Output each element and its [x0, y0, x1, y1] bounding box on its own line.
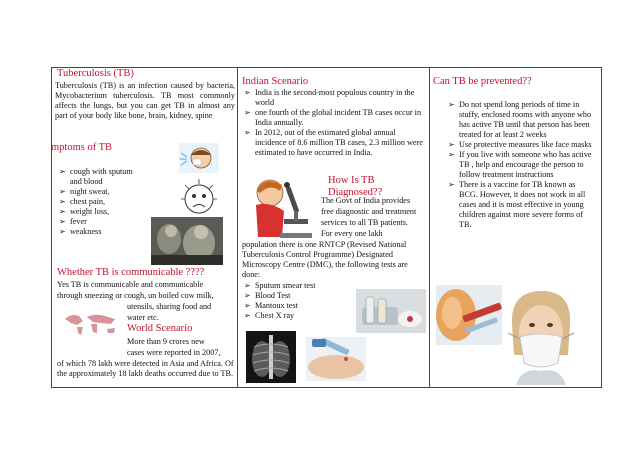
- tb-title: Tuberculosis (TB): [57, 68, 134, 79]
- list-item: ➢ If you live with someone who has active TB , help and encourage the person to follow treatment instructions: [448, 150, 592, 179]
- list-item: ➢ Sputum smear test: [244, 281, 316, 290]
- list-item: ➢ Do not spend long periods of time in stuffy, enclosed rooms with anyone who has active TB until that person has been treated for at least 2 weeks: [448, 100, 592, 139]
- list-item: ➢ night sweat,: [59, 187, 110, 196]
- indian-scenario-title: Indian Scenario: [242, 76, 309, 87]
- world-line-2: cases were reported in 2007,: [127, 348, 221, 357]
- list-item: ➢ Use protective measures like face masks: [448, 140, 592, 149]
- list-item: ➢ weight loss,: [59, 207, 110, 216]
- list-item: ➢ Blood Test: [244, 291, 291, 300]
- india-points-list: [242, 88, 426, 158]
- world-tail: of which 78 lakh were detected in Asia and Africa. Of the approximately 18 lakh deaths occurred due to TB.: [57, 359, 234, 378]
- tb-diagnosed-heading: How Is TB Diagnosed??: [328, 175, 383, 198]
- govt-line-4: For every one lakh: [321, 229, 383, 238]
- list-item: ➢ Mantoux test: [244, 301, 298, 310]
- arrow-bullet-icon: ➢: [59, 207, 66, 216]
- communicable-line-4: water etc.: [127, 313, 159, 322]
- list-item: and blood: [70, 177, 103, 186]
- arrow-bullet-icon: ➢: [244, 291, 251, 300]
- sputum-sample-photo: [356, 289, 426, 333]
- symptoms-heading: mptoms of TB: [51, 142, 113, 153]
- arrow-bullet-icon: ➢: [448, 150, 455, 159]
- arrow-bullet-icon: ➢: [244, 281, 251, 290]
- govt-line-3: services to all TB patients.: [321, 218, 408, 227]
- world-map-image: [63, 311, 119, 337]
- govt-tail: population there is one RNTCP (Revised National Tuberculosis Control Programme) Designated Microscopy Centre (DMC), the following tests are done:: [242, 240, 408, 279]
- list-item: ➢ one fourth of the global incident TB cases occur in India annually.: [244, 108, 422, 127]
- arrow-bullet-icon: ➢: [244, 311, 251, 320]
- list-item: ➢ India is the second-most populous country in the world: [244, 88, 415, 107]
- communicable-line-3: utensils, sharing food and: [127, 302, 212, 311]
- arrow-bullet-icon: ➢: [59, 197, 66, 206]
- mantoux-injection-photo: [306, 337, 366, 381]
- tests-list: [242, 281, 352, 321]
- face-mask-woman-photo: [502, 285, 580, 385]
- arrow-bullet-icon: ➢: [448, 140, 455, 149]
- list-item: ➢ There is a vaccine for TB known as BCG. However, it does not work in all cases and it is most effective in young children against more severe forms of TB.: [448, 180, 586, 229]
- column-indian-scenario: [238, 67, 430, 388]
- arrow-bullet-icon: ➢: [244, 88, 251, 97]
- tb-intro: Tuberculosis (TB) is an infection caused by bacteria, Mycobacterium tuberculosis. TB most commonly affects the lungs, but you can get TB in almost any part of your body like bone, brain, kidney, spine: [55, 81, 235, 120]
- list-item: ➢ cough with sputum: [59, 167, 133, 176]
- arrow-bullet-icon: ➢: [59, 227, 66, 236]
- vaccine-syringe-photo: [436, 285, 502, 345]
- arrow-bullet-icon: ➢: [59, 217, 66, 226]
- world-scenario-heading: World Scenario: [127, 323, 193, 334]
- communicable-heading: Whether TB is communicable ????: [57, 267, 205, 278]
- column-prevention: [430, 67, 602, 388]
- prevention-points-list: [446, 100, 596, 230]
- arrow-bullet-icon: ➢: [244, 128, 251, 137]
- communicable-line-1: Yes TB is communicable and communicable: [57, 280, 204, 289]
- arrow-bullet-icon: ➢: [244, 108, 251, 117]
- sick-face-sketch-image: [177, 177, 221, 219]
- list-item: ➢ In 2012, out of the estimated global annual incidence of 8.6 million TB cases, 2.3 million were estimated to have occurred in India.: [244, 128, 423, 157]
- list-item: ➢ fever: [59, 217, 87, 226]
- arrow-bullet-icon: ➢: [244, 301, 251, 310]
- symptoms-list: [57, 167, 152, 237]
- communicable-line-2: through sneezing or cough, un boiled cow milk,: [57, 291, 214, 300]
- prevention-title: Can TB be prevented??: [433, 76, 532, 87]
- tb-patient-photo: [151, 217, 223, 265]
- list-item: ➢ Chest X ray: [244, 311, 295, 320]
- arrow-bullet-icon: ➢: [448, 180, 455, 189]
- arrow-bullet-icon: ➢: [59, 187, 66, 196]
- chest-xray-image: [246, 331, 296, 383]
- world-line-1: More than 9 crores new: [127, 337, 205, 346]
- govt-line-1: The Govt of India provides: [321, 196, 411, 205]
- arrow-bullet-icon: ➢: [59, 167, 66, 176]
- list-item: ➢ weakness: [59, 227, 102, 236]
- govt-line-2: free diagnostic and treatment: [321, 207, 417, 216]
- arrow-bullet-icon: ➢: [448, 100, 455, 109]
- sneezing-child-image: [179, 143, 219, 173]
- column-tuberculosis: [51, 67, 238, 388]
- list-item: ➢ chest pain,: [59, 197, 106, 206]
- child-microscope-image: [244, 171, 316, 243]
